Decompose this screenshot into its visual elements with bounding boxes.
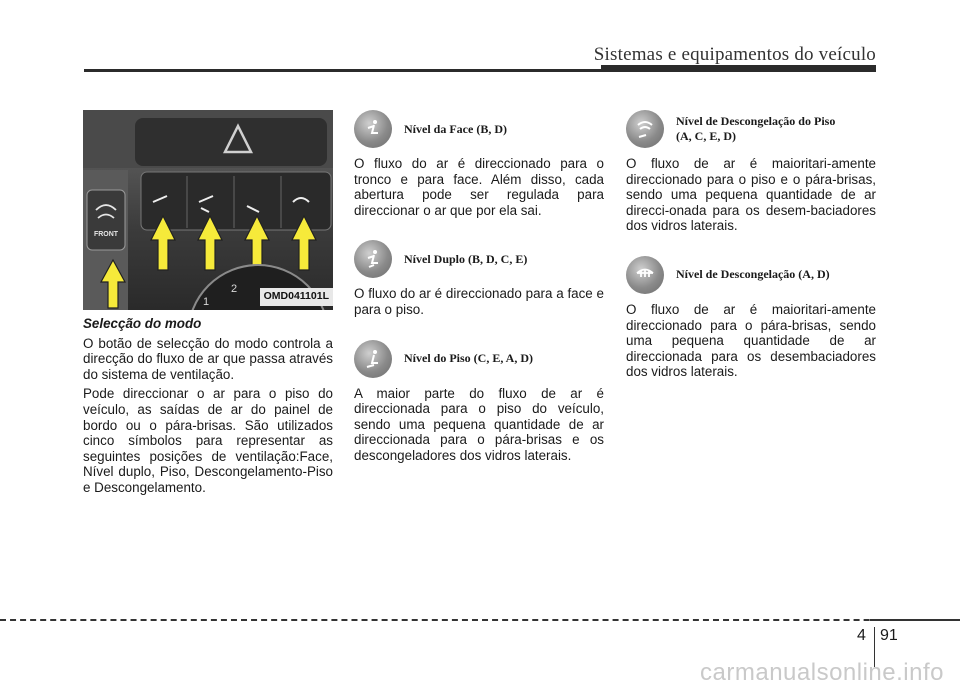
mode-defrost xyxy=(626,256,876,380)
footer-rule xyxy=(0,619,960,621)
section-heading: Selecção do modo xyxy=(83,316,202,331)
mode-bi-level xyxy=(354,240,604,317)
climate-panel-illustration xyxy=(83,110,333,310)
mode-face xyxy=(354,110,604,218)
figure-label: OMD041101L xyxy=(260,288,333,306)
chapter-number: 4 xyxy=(857,627,866,644)
mode-floor xyxy=(354,340,604,464)
front-button-label: FRONT xyxy=(93,231,119,238)
mode-title: Nível de Descongelação do Piso (A, C, E, D) xyxy=(676,114,836,143)
footer-rule-solid xyxy=(870,619,960,621)
mode-title: Nível do Piso (C, E, A, D) xyxy=(404,351,533,366)
face-vent-icon xyxy=(354,110,392,148)
left-column xyxy=(83,110,333,500)
header-rule-accent xyxy=(601,65,876,70)
page-header-title: Sistemas e equipamentos do veículo xyxy=(593,44,876,65)
climate-control-photo xyxy=(83,110,333,310)
paragraph: Pode direccionar o ar para o piso do veículo, as saídas de ar do painel de bordo ou o pára-brisas. São utilizados cinco símbolos para representar as seguintes posições de ventilação:Face, Nível duplo, Piso, Descongelamento-Piso e Descongelamento. xyxy=(83,386,333,495)
svg-text:1: 1 xyxy=(203,296,210,308)
watermark: carmanualsonline.info xyxy=(700,659,944,686)
mode-description: O fluxo de ar é maioritari-amente direccionado para o pára-brisas, sendo uma pequena quantidade de ar direccionada para os desembaciadores dos vidros laterais. xyxy=(626,301,876,380)
right-column xyxy=(626,110,876,402)
mode-floor-defrost xyxy=(626,110,876,234)
mode-description: O fluxo de ar é maioritari-amente direccionado para o piso e o pára-brisas, sendo uma pequena quantidade de ar direcci-onada para os desem-baciadores dos vidros laterais. xyxy=(626,156,876,234)
paragraph: O botão de selecção do modo controla a direcção do fluxo de ar que passa através do sistema de ventilação. xyxy=(83,335,333,382)
page-number: 91 xyxy=(880,627,898,644)
mode-title: Nível de Descongelação (A, D) xyxy=(676,267,830,282)
mode-description: A maior parte do fluxo de ar é direccionada para o piso do veículo, sendo uma pequena quantidade de ar direccionada para o pára-brisas e os descongeladores dos vidros laterais. xyxy=(354,385,604,463)
bi-level-vent-icon xyxy=(354,240,392,278)
mode-title: Nível Duplo (B, D, C, E) xyxy=(404,251,528,266)
floor-vent-icon xyxy=(354,340,392,378)
defrost-icon xyxy=(626,256,664,294)
mode-title: Nível da Face (B, D) xyxy=(404,121,507,136)
floor-defrost-icon xyxy=(626,110,664,148)
svg-text:2: 2 xyxy=(231,283,238,295)
middle-column xyxy=(354,110,604,486)
mode-description: O fluxo do ar é direccionado para o tronco e para face. Além disso, cada abertura pode ser regulada para direccionar o ar que por ela sai. xyxy=(354,156,604,218)
mode-description: O fluxo do ar é direccionado para a face e para o piso. xyxy=(354,286,604,317)
